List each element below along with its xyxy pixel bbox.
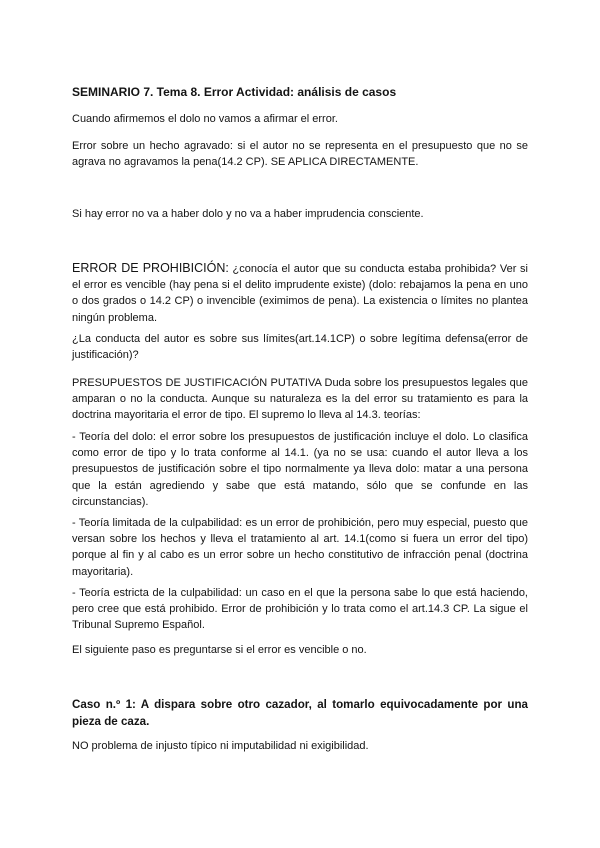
justification-question-paragraph: ¿La conducta del autor es sobre sus límites(art.14.1CP) o sobre legítima defensa(error de justificación)? — [72, 333, 528, 362]
prohibition-error-text: ¿conocía el autor que su conducta estaba prohibida? Ver si el error es vencible (hay pena si el delito imprudente existe) (dolo: rebajamos la pena en uno o dos grados o 14.2 CP) o invencible (eximimos de pena). La existencia o límites no plantea ningún problema. — [72, 263, 528, 324]
theory-limited-culpability-paragraph: - Teoría limitada de la culpabilidad: es un error de prohibición, pero muy especial, puesto que versan sobre los hechos y lleva el tratamiento al art. 14.1(como si fuera un error del tipo) porque al fin y al cabo es un error sobre un hecho constitutivo de infracción penal (doctrina mayoritaria). — [72, 517, 528, 578]
no-dolo-paragraph: Si hay error no va a haber dolo y no va a haber imprudencia consciente. — [72, 208, 424, 220]
case-1-answer: NO problema de injusto típico ni imputabilidad ni exigibilidad. — [72, 740, 369, 752]
prohibition-error-paragraph — [72, 260, 528, 326]
putative-justification-text: Duda sobre los presupuestos legales que amparan o no la conducta. Aunque su naturaleza es la del error su tratamiento es para la doctrina mayoritaria el error de tipo. El supremo lo lleva al 14.3. teorías: — [72, 377, 528, 422]
theory-strict-culpability-paragraph: - Teoría estricta de la culpabilidad: un caso en el que la persona sabe lo que está haciendo, pero cree que está prohibido. Error de prohibición y lo trata como el art.14.3 CP. La sigue el Tribunal Supremo Español. — [72, 587, 528, 632]
theory-dolo-paragraph: - Teoría del dolo: el error sobre los presupuestos de justificación incluye el dolo. Lo clasifica como error de tipo y lo trata conforme al 14.1. (ya no se usa: cuando el autor lleva a los presupuestos de justificación sobre el tipo normalmente ya lleva dolo: matar a una persona que la están agrediendo y sabe que está matando, sólo que se confunde en las circunstancias). — [72, 431, 528, 508]
putative-justification-label: PRESUPUESTOS DE JUSTIFICACIÓN PUTATIVA — [72, 377, 322, 389]
document-page — [72, 0, 528, 848]
intro-paragraph: Cuando afirmemos el dolo no vamos a afirmar el error. — [72, 113, 338, 125]
putative-justification-paragraph — [72, 375, 528, 424]
prohibition-colon: : — [225, 261, 229, 275]
case-1-title: Caso n.º 1: A dispara sobre otro cazador, al tomarlo equivocadamente por una pieza de caza. — [72, 698, 528, 728]
prohibition-error-heading: ERROR DE PROHIBICIÓN — [72, 261, 226, 275]
next-step-paragraph: El siguiente paso es preguntarse si el error es vencible o no. — [72, 644, 367, 656]
page-title: SEMINARIO 7. Tema 8. Error Actividad: análisis de casos — [72, 85, 397, 99]
aggravated-error-paragraph: Error sobre un hecho agravado: si el autor no se representa en el presupuesto que no se agrava no agravamos la pena(14.2 CP). SE APLICA DIRECTAMENTE. — [72, 140, 528, 169]
